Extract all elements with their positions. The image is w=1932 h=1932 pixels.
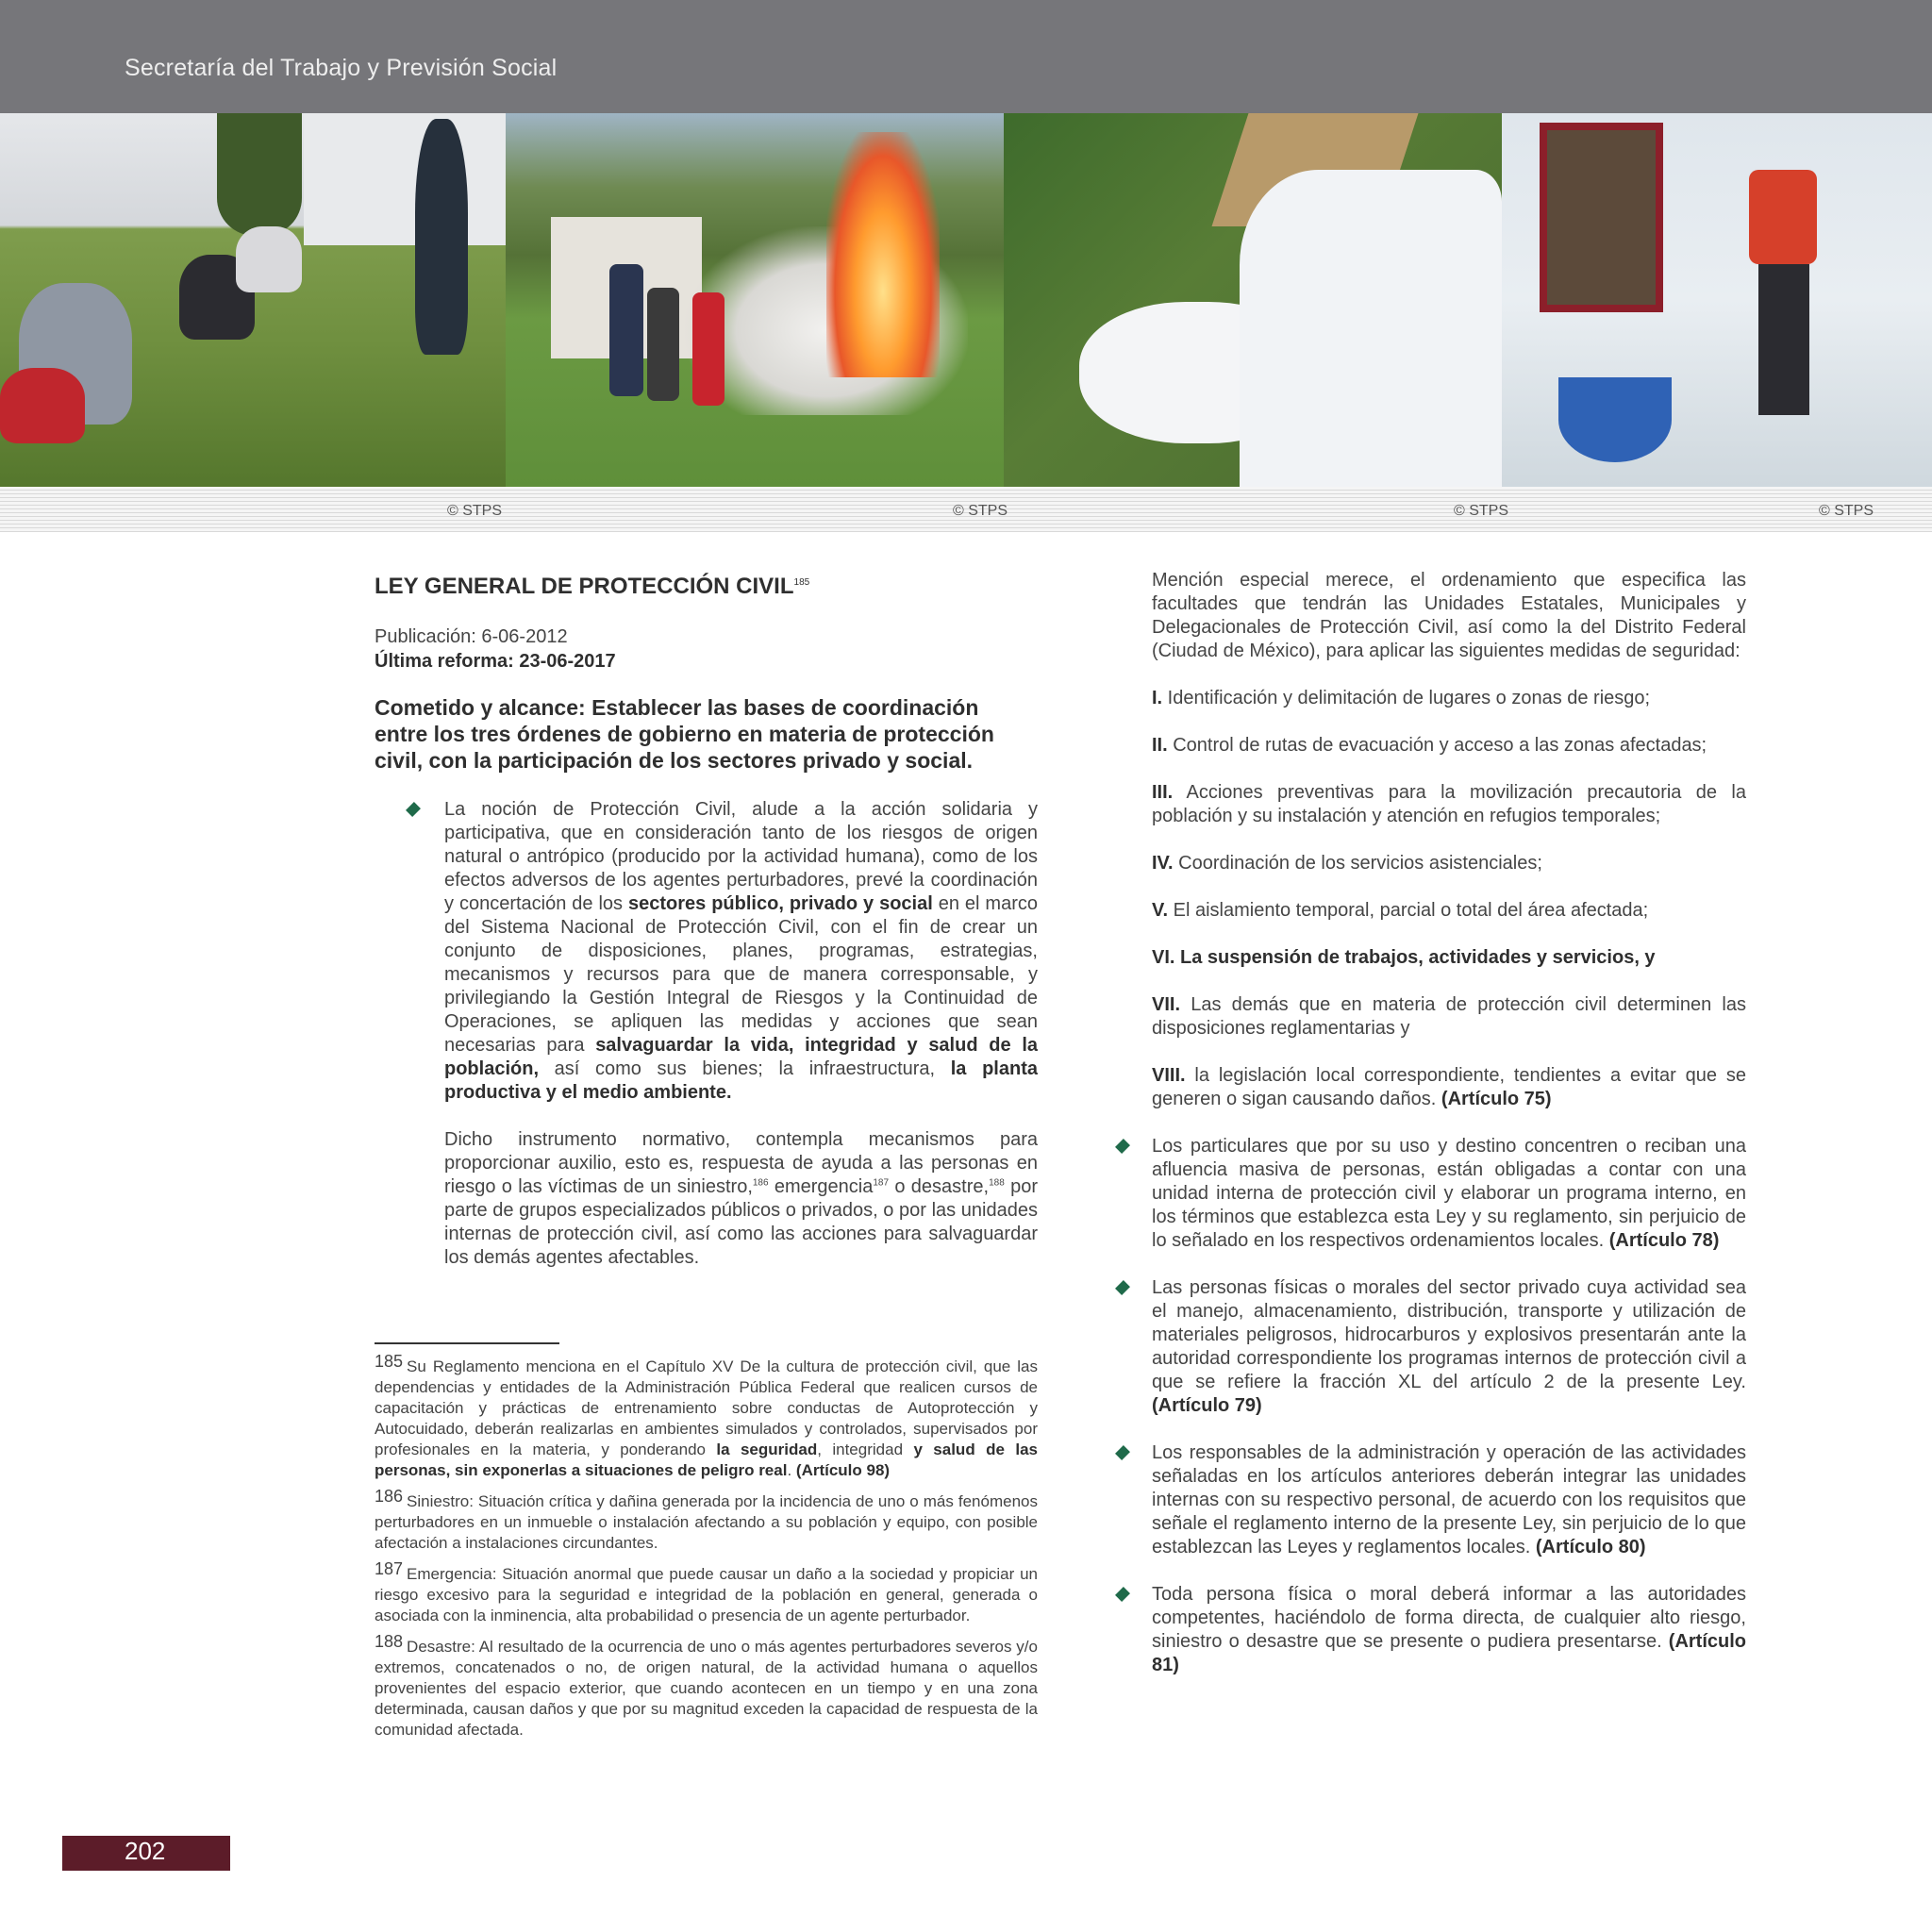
left-column [375, 566, 1038, 1270]
photo-nurse [1240, 170, 1502, 487]
list-item [1152, 1441, 1746, 1559]
article-ref: (Artículo 80) [1535, 1537, 1646, 1557]
bold-text: la planta productiva y el medio ambiente. [444, 1058, 1038, 1103]
text: en el marco del Sistema Nacional de Protección Civil, con el fin de crear un conjunto de disposiciones, planes, programas, estrategias, mecanismos y recursos para que de manera corresponsable, y privilegiando la Gestión Integral de Riesgos y la Continuidad de Operaciones, se apliquen las medidas y acciones que sean necesarias para [444, 893, 1038, 1056]
text: Control de rutas de evacuación y acceso a las zonas afectadas; [1167, 735, 1707, 756]
photo-red-vest [1749, 170, 1817, 264]
fraction-item [1152, 946, 1746, 970]
bold-text: sectores público, privado y social [628, 893, 933, 914]
fraction-item [1152, 899, 1746, 923]
diamond-bullet-icon [1115, 1445, 1130, 1460]
fraction-item [1152, 852, 1746, 875]
photo-fire-extinguisher-drill [506, 113, 1004, 487]
paragraph-special-mention: Mención especial merece, el ordenamiento que especifica las facultades que tendrán las Unidades Estatales, Municipales y Delegacionales de Protección Civil, así como la del Distrito Federal (Ciudad de México), para aplicar las siguientes medidas de seguridad: [1152, 570, 1746, 661]
footnote-number: 186 [375, 1487, 404, 1506]
article-ref: (Artículo 98) [795, 1461, 891, 1479]
photo-credit: © STPS [447, 503, 503, 519]
text: por parte de grupos especializados públicos o privados, o por las unidades internas de protección civil, así como las acciones para salvaguardar los demás agentes afectables. [444, 1176, 1038, 1268]
footnote-187 [375, 1558, 1038, 1626]
article-ref: (Artículo 78) [1608, 1230, 1720, 1251]
text: Los responsables de la administración y operación de las actividades señaladas en los artículos anteriores deberán integrar las unidades internas con su respectivo personal, de acuerdo con los requisitos que señale el reglamento interno de la presente Ley, sin perjuicio de lo que establezcan las Leyes y reglamentos locales. [1152, 1442, 1746, 1557]
footnote-ref: 185 [793, 577, 810, 588]
text: Siniestro: Situación crítica y dañina generada por la incidencia de uno o más fenómenos perturbadores en un inmueble o instalación afectando a su población y equipo, con posible afectación a instalaciones circundantes. [375, 1492, 1038, 1552]
text: El aislamiento temporal, parcial o total del área afectada; [1168, 900, 1649, 921]
article-ref: (Artículo 79) [1152, 1395, 1262, 1416]
text: emergencia [768, 1176, 874, 1197]
bold-text: salvaguardar la vida, integridad y salud de la población, [444, 1035, 1038, 1079]
photo-credit: © STPS [1454, 503, 1509, 519]
footnote-185 [375, 1351, 1038, 1481]
footnote-ref: 186 [752, 1177, 769, 1189]
footnote-divider [375, 1342, 559, 1344]
photo-trainee [0, 368, 85, 443]
photo-credit: © STPS [953, 503, 1008, 519]
text: Identificación y delimitación de lugares o zonas de riesgo; [1162, 688, 1651, 708]
list-item [1152, 1583, 1746, 1677]
law-title [375, 569, 1038, 601]
fraction-item [1152, 734, 1746, 758]
fraction-number: I. [1152, 688, 1163, 708]
footnote-ref: 188 [989, 1177, 1005, 1189]
text: o desastre, [889, 1176, 990, 1197]
text: La noción de Protección Civil, alude a la acción solidaria y participativa, que en consideración tanto de los riesgos de origen natural o antrópico (producido por la actividad humana), como de los efectos adversos de los agentes perturbadores, prevé la coordinación y concertación de los [444, 799, 1038, 914]
photo-hallway-brigadist [1502, 113, 1932, 487]
text: Toda persona física o moral deberá informar a las autoridades competentes, haciéndolo de forma directa, de cualquier alto riesgo, siniestro o desastre que se presente o pudiera presentarse. [1152, 1584, 1746, 1652]
diamond-bullet-icon [406, 802, 421, 817]
article-ref: (Artículo 81) [1152, 1631, 1746, 1675]
footnote-186 [375, 1486, 1038, 1554]
publication-date: Publicación: 6-06-2012 [375, 626, 568, 647]
fraction-item [1152, 687, 1746, 710]
diamond-bullet-icon [1115, 1587, 1130, 1602]
law-title-text: LEY GENERAL DE PROTECCIÓN CIVIL [375, 574, 794, 599]
fraction-number: VIII. [1152, 1065, 1186, 1086]
photo-trainee [236, 226, 302, 292]
bold-text: y salud de las personas, sin exponerlas a situaciones de peligro real [375, 1441, 1038, 1479]
photo-responder [647, 288, 679, 401]
diamond-bullet-icon [1115, 1139, 1130, 1154]
article-ref: (Artículo 75) [1441, 1089, 1552, 1109]
photo-rescue-drill [1004, 113, 1502, 487]
bold-text: la seguridad [716, 1441, 818, 1458]
paragraph-protection-notion [444, 798, 1038, 1105]
list-item [1152, 1135, 1746, 1253]
text: Acciones preventivas para la movilización precautoria de la población y su instalación y atención en refugios temporales; [1152, 782, 1746, 826]
last-reform-date: Última reforma: 23-06-2017 [375, 651, 616, 672]
fraction-number: II. [1152, 735, 1168, 756]
fraction-number: IV. [1152, 853, 1174, 874]
fraction-number: V. [1152, 900, 1169, 921]
page-number: 202 [125, 1837, 166, 1865]
footnotes [375, 1351, 1038, 1745]
text: Emergencia: Situación anormal que puede causar un daño a la sociedad y propiciar un riesgo excesivo para la seguridad e integridad de la población en general, generada o asociada con la inminencia, alta probabilidad o presencia de un agente perturbador. [375, 1565, 1038, 1624]
photo-responder [609, 264, 643, 396]
footnote-188 [375, 1631, 1038, 1740]
text: Desastre: Al resultado de la ocurrencia de uno o más agentes perturbadores severos y/o extremos, concatenados o no, de origen natural, de la actividad humana o aquellos provenientes del espacio exterior, que cuando acontecen en un tiempo y en una zona determinada, causan daños y que por su magnitud exceden la capacidad de respuesta de la comunidad afectada. [375, 1638, 1038, 1739]
text: Los particulares que por su uso y destino concentren o reciban una afluencia masiva de personas, están obligadas a contar con una unidad interna de protección civil y elaborar un programa interno, en los términos que establezca esta Ley y su reglamento, sin perjuicio de lo señalado en los respectivos ordenamientos locales. [1152, 1136, 1746, 1251]
text: la legislación local correspondiente, tendientes a evitar que se generen o sigan causando daños. [1152, 1065, 1746, 1109]
right-column [1152, 569, 1746, 1677]
fraction-item [1152, 993, 1746, 1041]
photo-responder [692, 292, 724, 406]
text: Las demás que en materia de protección civil determinen las disposiciones reglamentarias y [1152, 994, 1746, 1039]
scope-statement: Cometido y alcance: Establecer las bases de coordinación entre los tres órdenes de gobierno en materia de protección civil, con la participación de los sectores privado y social. [375, 695, 994, 773]
paragraph-instrument [444, 1128, 1038, 1270]
fraction-number: III. [1152, 782, 1174, 803]
fraction-item [1152, 1064, 1746, 1111]
photo-plant-pot [1558, 377, 1672, 462]
list-item [1152, 1276, 1746, 1418]
text: . [787, 1461, 796, 1479]
fraction-number: VI. La suspensión de trabajos, actividades y servicios, y [1152, 947, 1656, 968]
photo-brigadist-legs [1758, 264, 1809, 415]
photo-frame [1540, 123, 1663, 312]
publication-info [375, 625, 1038, 674]
photo-first-aid-drill [0, 113, 506, 487]
photo-credit: © STPS [1819, 503, 1874, 519]
text: Las personas físicas o morales del sector privado cuya actividad sea el manejo, almacenamiento, distribución, transporte y utilización de materiales peligrosos, hidrocarburos y explosivos presentarán ante la autoridad correspondiente los programas internos de protección civil a que se refiere la fracción XL del artículo 2 de la presente Ley. [1152, 1277, 1746, 1392]
text: , integridad [817, 1441, 914, 1458]
fraction-item [1152, 781, 1746, 828]
photo-wall [304, 113, 506, 245]
diamond-bullet-icon [1115, 1280, 1130, 1295]
list-item [375, 798, 1038, 1270]
photo-tree [217, 113, 302, 236]
photo-fire [826, 132, 940, 377]
header-title: Secretaría del Trabajo y Previsión Social [125, 55, 558, 81]
footnote-ref: 187 [873, 1177, 890, 1189]
fraction-number: VII. [1152, 994, 1181, 1015]
footnote-number: 185 [375, 1352, 404, 1371]
footnote-number: 187 [375, 1559, 404, 1578]
text: Dicho instrumento normativo, contempla mecanismos para proporcionar auxilio, esto es, respuesta de ayuda a las personas en riesgo o las víctimas de un siniestro, [444, 1129, 1038, 1197]
photo-strip [0, 113, 1932, 487]
text: Su Reglamento menciona en el Capítulo XV De la cultura de protección civil, que las dependencias y entidades de la Administración Pública Federal que realicen cursos de capacitación y prácticas de entrenamiento sobre conductas de Autoprotección y Autocuidado, deberán realizarlas en ambientes simulados y controlados, supervisados por profesionales en la materia, y ponderando [375, 1357, 1038, 1458]
text: así como sus bienes; la infraestructura, [539, 1058, 951, 1079]
photo-instructor [415, 119, 468, 355]
text: Coordinación de los servicios asistenciales; [1173, 853, 1542, 874]
footnote-number: 188 [375, 1632, 404, 1651]
